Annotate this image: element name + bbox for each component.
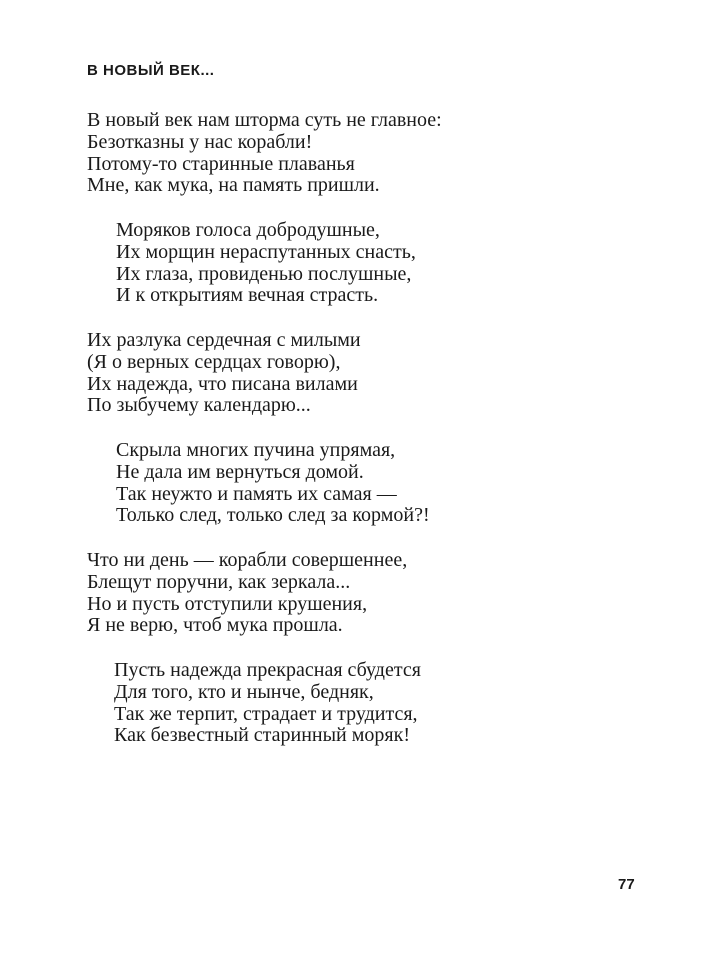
verse-line: Для того, кто и нынче, бедняк, xyxy=(114,680,374,703)
stanza-5 xyxy=(87,550,407,637)
stanza-6 xyxy=(114,660,421,747)
verse-line: Их разлука сердечная с милыми xyxy=(87,329,361,351)
verse-line: Пусть надежда прекрасная сбудется xyxy=(114,659,421,681)
verse-line: Так неужто и память их самая — xyxy=(116,482,397,505)
verse-line: В новый век нам шторма суть не главное: xyxy=(87,109,442,131)
stanza-3 xyxy=(87,330,361,417)
verse-line: Но и пусть отступили крушения, xyxy=(87,592,368,615)
verse-line: Их морщин нераспутанных снасть, xyxy=(116,240,416,263)
verse-line: Так же терпит, страдает и трудится, xyxy=(114,702,418,725)
page-number: 77 xyxy=(618,876,635,893)
verse-line: Я не верю, чтоб мука прошла. xyxy=(87,614,343,637)
verse-line: Только след, только след за кормой?! xyxy=(116,504,430,527)
verse-line: Не дала им вернуться домой. xyxy=(116,460,364,483)
verse-line: Их надежда, что писана вилами xyxy=(87,372,358,395)
verse-line: И к открытиям вечная страсть. xyxy=(116,284,379,307)
verse-line: Блещут поручни, как зеркала... xyxy=(87,570,351,593)
verse-line: Потому-то старинные плаванья xyxy=(87,152,355,175)
stanza-4 xyxy=(116,440,430,527)
verse-line: Скрыла многих пучина упрямая, xyxy=(116,439,396,461)
verse-line: Что ни день — корабли совершеннее, xyxy=(87,549,408,571)
verse-line: Как безвестный старинный моряк! xyxy=(114,724,410,747)
verse-line: (Я о верных сердцах говорю), xyxy=(87,350,341,373)
verse-line: Безотказны у нас корабли! xyxy=(87,130,313,153)
verse-line: Моряков голоса добродушные, xyxy=(116,219,380,241)
verse-line: Их глаза, провиденью послушные, xyxy=(116,262,412,285)
verse-line: Мне, как мука, на память пришли. xyxy=(87,174,380,197)
stanza-2 xyxy=(116,220,416,307)
verse-line: По зыбучему календарю... xyxy=(87,394,311,417)
poem-title: В НОВЫЙ ВЕК... xyxy=(87,62,215,79)
stanza-1 xyxy=(87,110,442,197)
